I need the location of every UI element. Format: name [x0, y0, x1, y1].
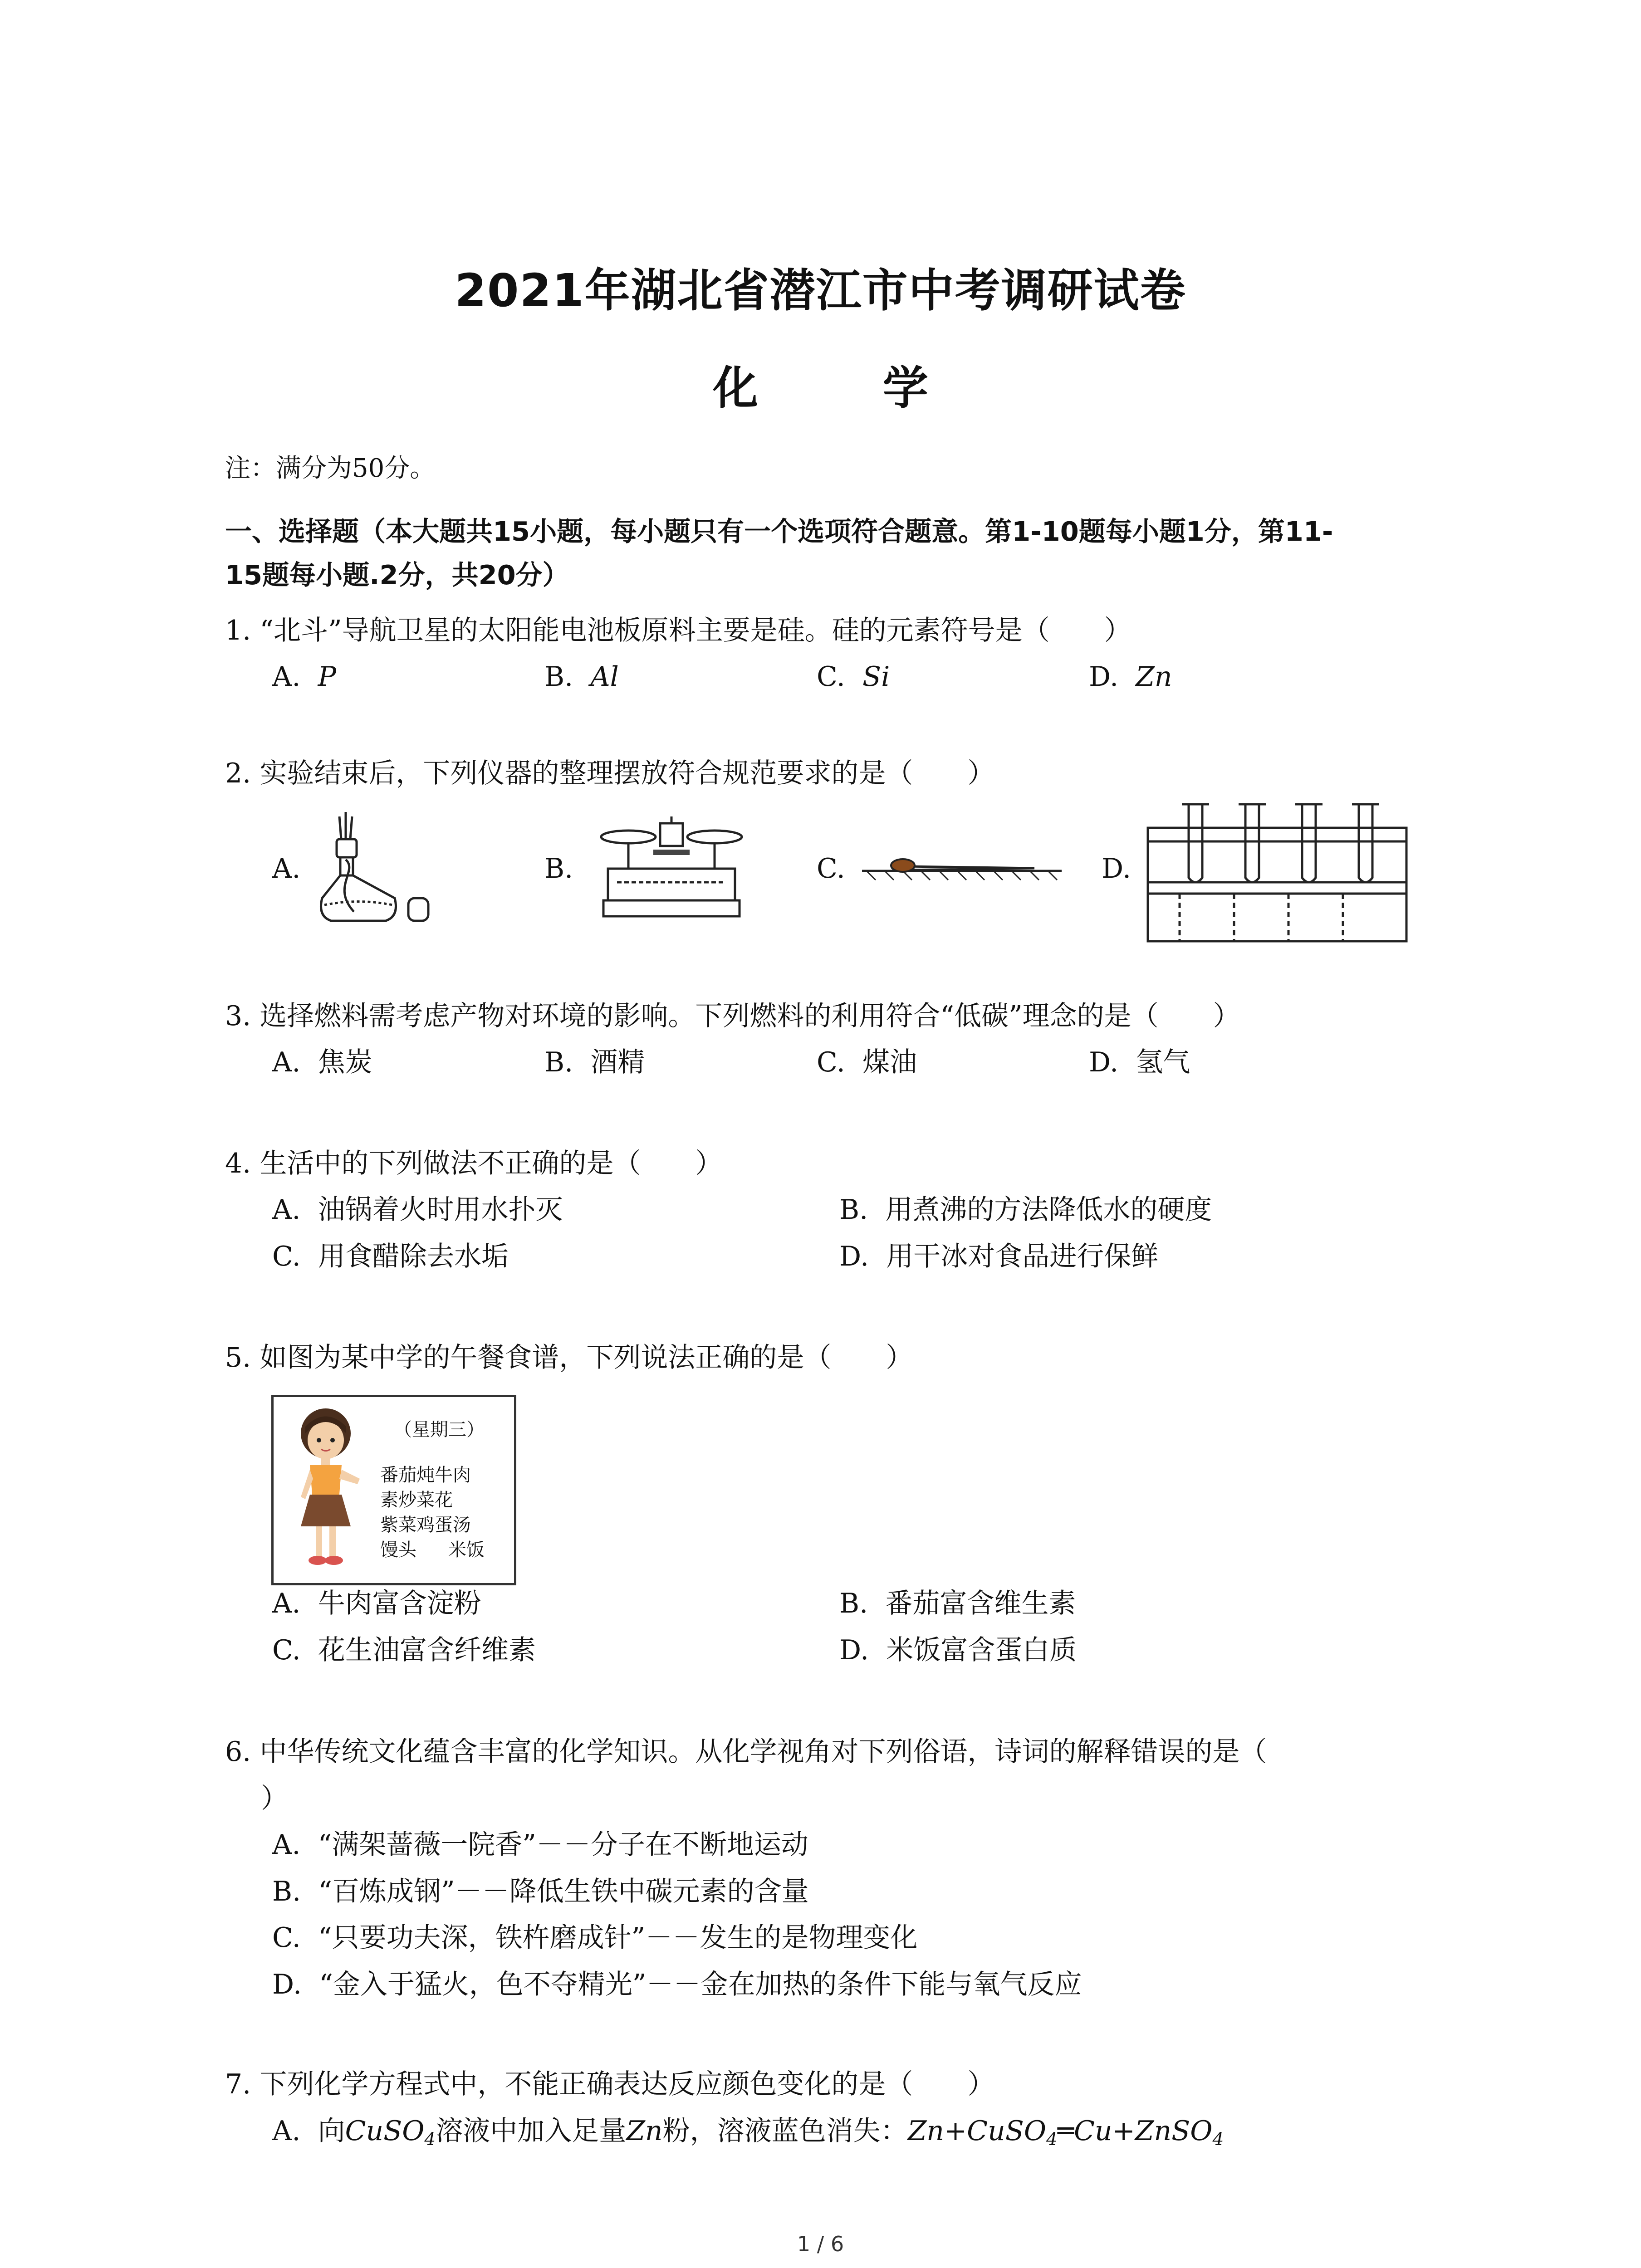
- alcohol-lamp-icon: [313, 807, 449, 930]
- equals-sign: ═: [1057, 2115, 1074, 2147]
- q2-option-b-letter: B.: [544, 853, 573, 885]
- q6-stem-line1: 6. 中华传统文化蕴含丰富的化学知识。从化学视角对下列俗语，诗词的解释错误的是（: [225, 1736, 1267, 1768]
- option-text: “金入于猛火，色不夺精光”－－金在加热的条件下能与氧气反应: [319, 1969, 1082, 2000]
- option-text: 油锅着火时用水扑灭: [318, 1194, 563, 1226]
- menu-item: 素炒菜花: [380, 1490, 453, 1510]
- q4-option-a: [272, 1194, 563, 1226]
- option-text: “满架蔷薇一院香”－－分子在不断地运动: [318, 1829, 808, 1861]
- q1-option-b: [544, 661, 619, 693]
- q3-option-b: [544, 1046, 645, 1078]
- subscript: 4: [1212, 2129, 1224, 2150]
- q1-option-d: [1089, 661, 1172, 693]
- exam-title: 2021年湖北省潜江市中考调研试卷: [455, 264, 1186, 317]
- subject-title: 化 学: [713, 362, 983, 415]
- option-text: 焦炭: [318, 1046, 372, 1078]
- option-text: P: [318, 661, 336, 693]
- option-letter: B.: [544, 661, 573, 693]
- option-letter: C.: [272, 1922, 301, 1954]
- q6-stem-line2: ）: [261, 1783, 288, 1814]
- formula: Zn: [626, 2115, 663, 2147]
- q2-option-c-letter: C.: [817, 853, 845, 885]
- girl-illustration-icon: [285, 1406, 367, 1574]
- option-text: 溶液中加入足量: [436, 2115, 627, 2147]
- q2-stem: 2. 实验结束后，下列仪器的整理摆放符合规范要求的是（ ）: [225, 758, 995, 789]
- subscript: 4: [424, 2129, 436, 2150]
- menu-item: 米饭: [448, 1540, 485, 1560]
- menu-item: 番茄炖牛肉: [380, 1465, 471, 1486]
- option-letter: B.: [839, 1194, 868, 1226]
- q3-option-a: [272, 1046, 372, 1078]
- score-note: 注：满分为50分。: [225, 454, 436, 483]
- option-letter: A.: [272, 1829, 301, 1861]
- dropper-icon: [862, 853, 1080, 889]
- section-heading-line2: 15题每小题.2分，共20分）: [225, 559, 569, 591]
- formula: Cu+ZnSO: [1073, 2115, 1213, 2147]
- q1-stem: 1. “北斗”导航卫星的太阳能电池板原料主要是硅。硅的元素符号是（ ）: [225, 615, 1132, 646]
- q6-option-b: [272, 1878, 809, 1905]
- balance-icon: [599, 814, 744, 923]
- q1-option-c: [817, 661, 890, 693]
- option-letter: A.: [272, 661, 301, 693]
- option-text: “只要功夫深，铁杵磨成针”－－发生的是物理变化: [318, 1922, 918, 1954]
- option-text: Si: [862, 661, 890, 693]
- option-text: 牛肉富含淀粉: [318, 1588, 481, 1619]
- q1-option-a: [272, 661, 336, 693]
- q6-option-c: [272, 1922, 918, 1954]
- q5-option-b: [839, 1590, 1076, 1617]
- option-text: “百炼成钢”－－降低生铁中碳元素的含量: [318, 1876, 809, 1907]
- q6-option-a: [272, 1829, 808, 1861]
- test-tube-rack-icon: [1143, 801, 1411, 946]
- option-text: 粉，溶液蓝色消失：: [662, 2115, 908, 2147]
- q4-option-d: [839, 1243, 1158, 1270]
- option-text: 花生油富含纤维素: [318, 1634, 536, 1666]
- q4-option-c: [272, 1243, 509, 1270]
- option-text: 煤油: [862, 1046, 917, 1078]
- option-letter: D.: [272, 1969, 302, 2000]
- option-letter: C.: [272, 1634, 301, 1666]
- lunch-menu-figure: [271, 1395, 516, 1585]
- option-text: 向: [318, 2115, 345, 2147]
- q7-stem: 7. 下列化学方程式中，不能正确表达反应颜色变化的是（ ）: [225, 2068, 995, 2100]
- option-letter: D.: [839, 1241, 869, 1272]
- q7-option-a: [272, 2115, 1224, 2150]
- option-text: Zn: [1136, 661, 1172, 693]
- q5-option-c: [272, 1634, 536, 1666]
- option-letter: A.: [272, 1194, 301, 1226]
- formula: Zn+CuSO: [907, 2115, 1047, 2147]
- option-text: 用干冰对食品进行保鲜: [886, 1241, 1159, 1272]
- q3-option-d: [1089, 1046, 1190, 1078]
- menu-item: 馒头: [380, 1540, 416, 1560]
- q6-option-d: [272, 1971, 1082, 1998]
- option-letter: A.: [272, 2115, 301, 2147]
- page-number: 1 / 6: [797, 2232, 844, 2256]
- q5-option-d: [839, 1634, 1077, 1666]
- q3-option-c: [817, 1046, 917, 1078]
- option-letter: D.: [1089, 1046, 1119, 1078]
- q4-option-b: [839, 1194, 1212, 1226]
- option-letter: D.: [839, 1634, 869, 1666]
- option-letter: B.: [272, 1876, 301, 1907]
- section-heading-line1: 一、选择题（本大题共15小题，每小题只有一个选项符合题意。第1-10题每小题1分，第11-: [225, 516, 1333, 547]
- option-letter: D.: [1089, 661, 1119, 693]
- q5-option-a: [272, 1590, 481, 1617]
- option-letter: C.: [817, 661, 845, 693]
- option-text: 番茄富含维生素: [885, 1588, 1076, 1619]
- option-letter: A.: [272, 1046, 301, 1078]
- option-text: 米饭富含蛋白质: [886, 1634, 1077, 1666]
- formula: CuSO: [345, 2115, 425, 2147]
- option-letter: A.: [272, 1588, 301, 1619]
- q2-option-a-letter: A.: [272, 853, 301, 885]
- subscript: 4: [1046, 2129, 1058, 2150]
- option-letter: B.: [544, 1046, 573, 1078]
- option-letter: C.: [817, 1046, 845, 1078]
- option-text: 用煮沸的方法降低水的硬度: [885, 1194, 1212, 1226]
- option-text: Al: [590, 661, 619, 693]
- option-letter: B.: [839, 1588, 868, 1619]
- option-text: 酒精: [590, 1046, 645, 1078]
- option-text: 用食醋除去水垢: [318, 1241, 509, 1272]
- menu-day: （星期三）: [394, 1419, 485, 1440]
- option-letter: C.: [272, 1241, 301, 1272]
- q5-stem: 5. 如图为某中学的午餐食谱，下列说法正确的是（ ）: [225, 1342, 913, 1374]
- q4-stem: 4. 生活中的下列做法不正确的是（ ）: [225, 1148, 723, 1179]
- option-text: 氢气: [1136, 1046, 1190, 1078]
- menu-item: 紫菜鸡蛋汤: [380, 1515, 471, 1535]
- q2-option-d-letter: D.: [1102, 853, 1132, 885]
- q3-stem: 3. 选择燃料需考虑产物对环境的影响。下列燃料的利用符合“低碳”理念的是（ ）: [225, 1000, 1240, 1032]
